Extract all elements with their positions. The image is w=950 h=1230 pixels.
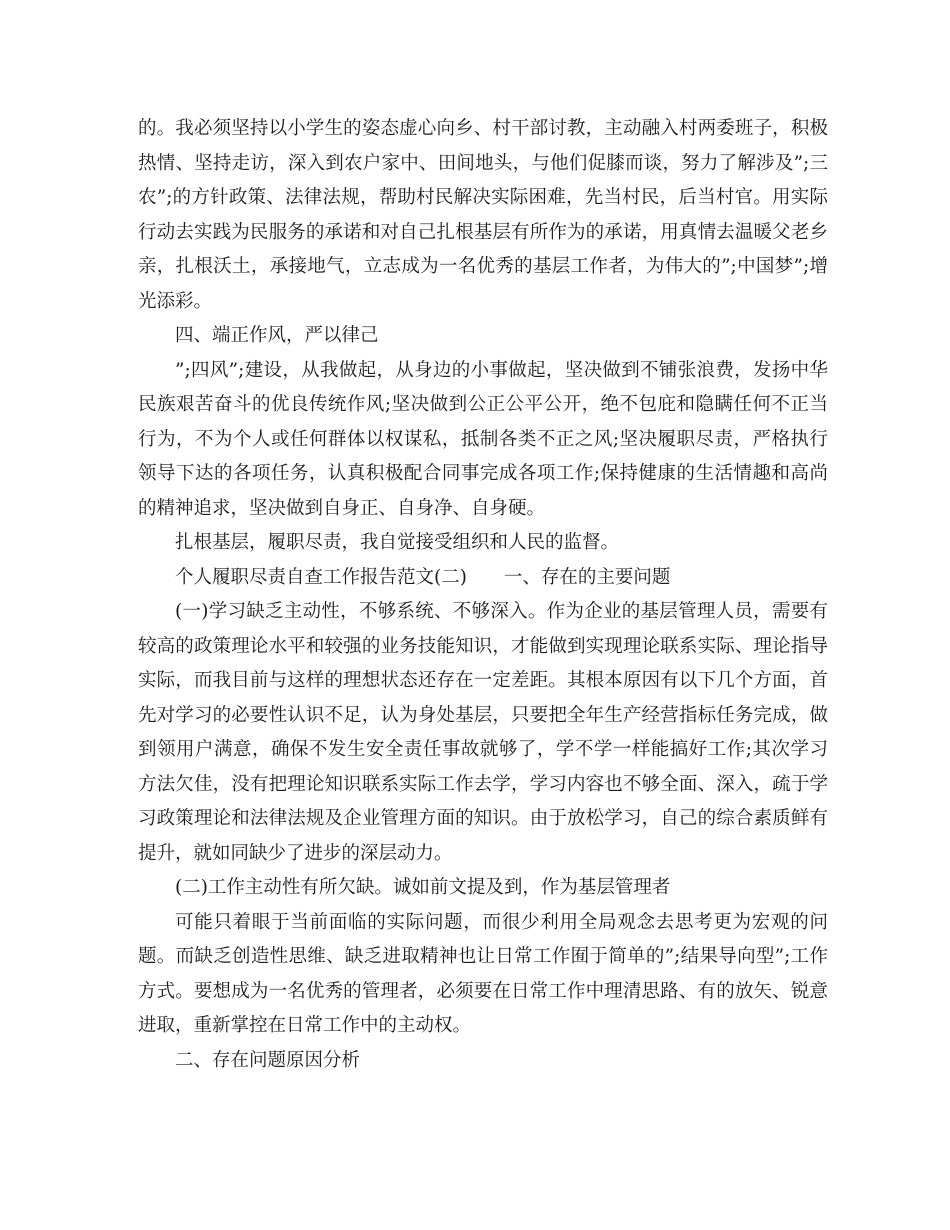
report-title-two: 个人履职尽责自查工作报告范文(二) 一、存在的主要问题 xyxy=(175,566,671,588)
paragraph-problem-two: 可能只着眼于当前面临的实际问题，而很少利用全局观念去思考更为宏观的问题。而缺乏创造性思维、缺乏进取精神也让日常工作囿于简单的”;结果导向型”;工作方式。要想成为一名优秀的管理者，必须要在日常工作中理清思路、有的放矢、锐意进取，重新掌控在日常工作中的主动权。 xyxy=(138,911,828,1036)
section-heading-cause-analysis: 二、存在问题原因分析 xyxy=(175,1049,361,1071)
paragraph-continuation: 的。我必须坚持以小学生的姿态虚心向乡、村干部讨教，主动融入村两委班子，积极热情、坚持走访，深入到农户家中、田间地头，与他们促膝而谈，努力了解涉及”;三农”;的方针政策、法律法规，帮助村民解决实际困难，先当村民，后当村官。用实际行动去实践为民服务的承诺和对自己扎根基层有所作为的承诺，用真情去温暖父老乡亲，扎根沃土，承接地气，立志成为一名优秀的基层工作者，为伟大的”;中国梦”;增光添彩。 xyxy=(138,118,828,312)
paragraph-problem-two-heading: (二)工作主动性有所欠缺。诚如前文提及到，作为基层管理者 xyxy=(175,877,671,898)
paragraph-four-winds: ”;四风”;建设，从我做起，从身边的小事做起，坚决做到不铺张浪费，发扬中华民族艰苦奋斗的优良传统作风;坚决做到公正公平公开，绝不包庇和隐瞒任何不正当行为，不为个人或任何群体以权谋私，抵制各类不正之风;坚决履职尽责，严格执行领导下达的各项任务，认真积极配合同事完成各项工作;保持健康的生活情趣和高尚的精神追求，坚决做到自身正、自身净、自身硬。 xyxy=(138,359,828,519)
document-body xyxy=(138,112,828,1078)
paragraph-supervision: 扎根基层，履职尽责，我自觉接受组织和人民的监督。 xyxy=(175,532,620,553)
paragraph-problem-one: (一)学习缺乏主动性，不够系统、不够深入。作为企业的基层管理人员，需要有较高的政策理论水平和较强的业务技能知识，才能做到实现理论联系实际、理论指导实际，而我目前与这样的理想状态还存在一定差距。其根本原因有以下几个方面，首先对学习的必要性认识不足，认为身处基层，只要把全年生产经营指标任务完成，做到领用户满意，确保不发生安全责任事故就够了，学不学一样能搞好工作;其次学习方法欠佳，没有把理论知识联系实际工作去学，学习内容也不够全面、深入，疏于学习政策理论和法律法规及企业管理方面的知识。由于放松学习，自己的综合素质鲜有提升，就如同缺少了进步的深层动力。 xyxy=(138,601,828,864)
section-heading-four: 四、端正作风，严以律己 xyxy=(175,325,379,346)
